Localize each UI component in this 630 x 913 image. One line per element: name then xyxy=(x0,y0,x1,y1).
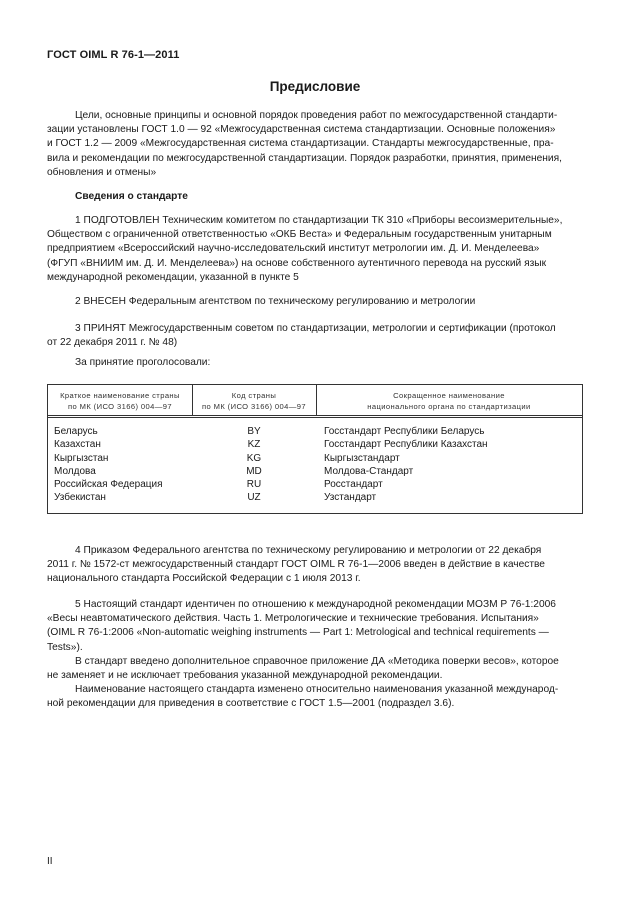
voting-table xyxy=(47,384,583,514)
table-cell-country: Беларусь xyxy=(54,426,98,437)
item-1-line: предприятием «Всероссийский научно-исследовательский институт метрологии им. Д. И. Менделеева» xyxy=(47,243,540,255)
table-cell-body: Кыргызстандарт xyxy=(324,452,400,464)
table-cell-code: KG xyxy=(246,452,262,464)
intro-line: зации установлены ГОСТ 1.0 — 92 «Межгосударственная система стандартизации. Основные положения» xyxy=(47,124,556,136)
table-header-code xyxy=(192,390,316,412)
intro-line: Цели, основные принципы и основной порядок проведения работ по межгосударственной стандарти- xyxy=(75,110,558,121)
header-line: по МК (ИСО 3166) 004—97 xyxy=(67,402,173,411)
table-cell-body: Госстандарт Республики Беларусь xyxy=(324,426,485,437)
item-5-line: не заменяет и не исключает требования указанной международной рекомендации. xyxy=(47,670,443,682)
item-1-line: 1 ПОДГОТОВЛЕН Техническим комитетом по стандартизации ТК 310 «Приборы весоизмерительные», xyxy=(75,215,563,226)
item-1-line: Обществом с ограниченной ответственностью «ОКБ Веста» и Федеральным государственным унитарным xyxy=(47,229,552,241)
item-3-paragraph xyxy=(47,322,583,350)
item-5-line: 5 Настоящий стандарт идентичен по отношению к международной рекомендации МОЗМ Р 76-1:2006 xyxy=(75,599,556,610)
intro-line: и ГОСТ 1.2 — 2009 «Межгосударственная система стандартизации. Стандарты межгосударственные, пра- xyxy=(47,138,554,150)
table-cell-body: Узстандарт xyxy=(324,492,377,504)
item-5-line: В стандарт введено дополнительное справочное приложение ДА «Методика поверки весов», которое xyxy=(75,655,559,667)
country-column xyxy=(54,425,163,505)
header-line: национального органа по стандартизации xyxy=(367,402,531,411)
item-4-line: 4 Приказом Федерального агентства по техническому регулированию и метрологии от 22 декабря xyxy=(75,545,542,556)
item-5-line: Tests»). xyxy=(47,641,83,653)
table-header-body xyxy=(316,390,582,412)
table-cell-code: RU xyxy=(246,479,262,491)
code-column xyxy=(192,425,316,505)
item-3-line: 3 ПРИНЯТ Межгосударственным советом по стандартизации, метрологии и сертификации (протокол xyxy=(75,323,556,334)
intro-paragraph xyxy=(47,109,583,180)
header-line: Сокращенное наименование xyxy=(393,391,505,400)
table-cell-code: MD xyxy=(246,465,262,477)
table-cell-country: Молдова xyxy=(54,465,96,477)
item-4-paragraph xyxy=(47,544,583,587)
item-2-paragraph: 2 ВНЕСЕН Федеральным агентством по техническому регулированию и метрологии xyxy=(75,296,476,307)
item-1-line: международной рекомендации, указанной в пункте 5 xyxy=(47,271,299,283)
item-1-line: (ФГУП «ВНИИМ им. Д. И. Менделеева») на основе собственного аутентичного перевода на русский язык xyxy=(47,257,547,269)
document-id-header: ГОСТ OIML R 76-1—2011 xyxy=(47,49,180,61)
item-4-line: национального стандарта Российской Федерации с 1 июля 2013 г. xyxy=(47,573,361,585)
vote-label: За принятие проголосовали: xyxy=(75,357,211,368)
header-line: по МК (ИСО 3166) 004—97 xyxy=(201,402,307,411)
table-header-country xyxy=(48,390,192,412)
intro-line: вила и рекомендации по межгосударственной стандартизации. Порядок разработки, принятия, применения, xyxy=(47,152,562,164)
intro-line: обновления и отмены» xyxy=(47,166,157,178)
item-5-line: ной рекомендации для приведения в соответствие с ГОСТ 1.5—2001 (подраздел 3.6). xyxy=(47,698,455,710)
table-cell-code: BY xyxy=(247,426,261,437)
header-line: Код страны xyxy=(231,391,277,400)
table-cell-body: Молдова-Стандарт xyxy=(324,465,414,477)
item-4-line: 2011 г. № 1572-ст межгосударственный стандарт ГОСТ OIML R 76-1—2006 введен в действие в качестве xyxy=(47,559,545,571)
item-5-line: «Весы неавтоматического действия. Часть 1. Метрологические и технические требования. Испытания» xyxy=(47,613,539,625)
table-cell-country: Казахстан xyxy=(54,439,101,451)
section-heading: Сведения о стандарте xyxy=(75,191,188,202)
item-5-paragraph xyxy=(47,598,583,712)
item-1-paragraph xyxy=(47,214,583,285)
item-5-line: (OIML R 76-1:2006 «Non-automatic weighing instruments — Part 1: Metrological and technical requirements — xyxy=(47,627,549,639)
table-header-rule xyxy=(48,417,582,418)
table-cell-body: Росстандарт xyxy=(324,479,383,491)
body-column xyxy=(324,425,488,505)
header-line: Краткое наименование страны xyxy=(60,391,180,400)
table-cell-code: KZ xyxy=(247,439,261,451)
item-3-line: от 22 декабря 2011 г. № 48) xyxy=(47,337,178,349)
table-cell-country: Кыргызстан xyxy=(54,452,109,464)
page-number: II xyxy=(47,856,53,867)
table-cell-country: Российская Федерация xyxy=(54,479,163,491)
table-cell-body: Госстандарт Республики Казахстан xyxy=(324,439,488,451)
table-cell-country: Узбекистан xyxy=(54,492,106,504)
page-title: Предисловие xyxy=(269,79,361,94)
table-header-rule xyxy=(48,415,582,416)
table-cell-code: UZ xyxy=(247,492,261,504)
item-5-line: Наименование настоящего стандарта изменено относительно наименования указанной международ- xyxy=(75,684,559,696)
